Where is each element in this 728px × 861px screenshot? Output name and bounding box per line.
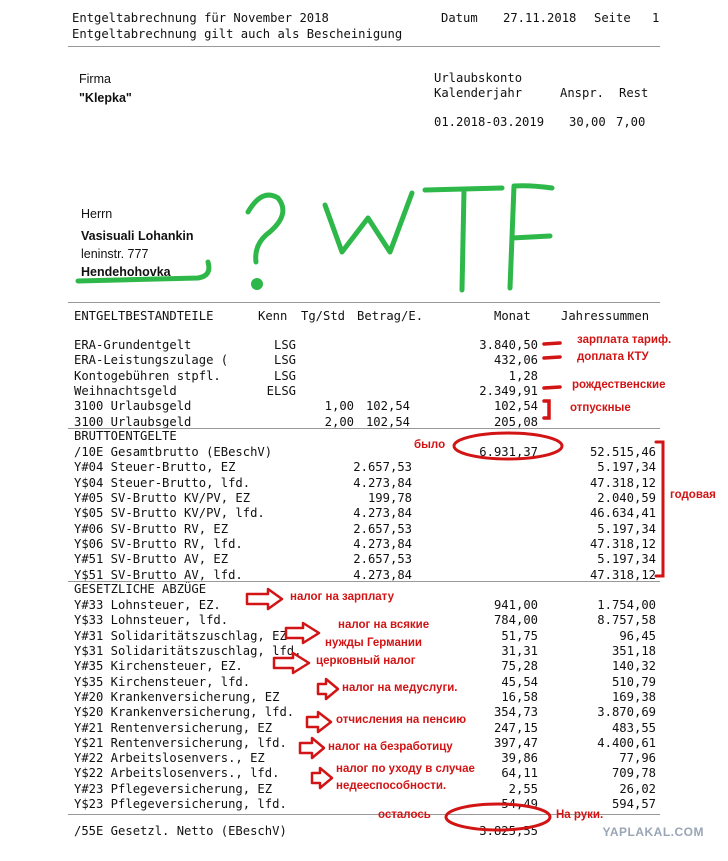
deduction-label: Y$35 Kirchensteuer, lfd.	[74, 674, 251, 689]
dash-ktu	[544, 357, 560, 358]
col-jahressummen: Jahressummen	[561, 309, 650, 323]
brutto-amount: 4.273,84	[353, 506, 412, 521]
brutto-year: 46.634,41	[589, 506, 656, 521]
deduction-year: 8.757,58	[597, 613, 656, 628]
deduction-label: Y$23 Pflegeversicherung, lfd.	[74, 797, 287, 811]
brutto-label: Y#51 SV-Brutto AV, EZ	[74, 552, 229, 567]
col-kenn: Kenn	[258, 309, 288, 323]
item-month: 102,54	[493, 399, 538, 414]
brutto-label: Y$06 SV-Brutto RV, lfd.	[74, 536, 243, 551]
date-label: Datum	[441, 11, 478, 25]
deduction-year: 26,02	[619, 781, 656, 796]
arrow-germany-icon	[286, 623, 319, 643]
note-church: церковный налог	[316, 655, 416, 667]
brutto-amount: 4.273,84	[353, 567, 412, 582]
brutto-year: 47.318,12	[589, 567, 656, 582]
page-label: Seite	[594, 11, 631, 25]
item-kenn: LSG	[273, 353, 296, 368]
deduction-label: Y#20 Krankenversicherung, EZ	[74, 689, 280, 704]
note-tax-salary: налог на зарплату	[290, 591, 394, 603]
deduction-month: 397,47	[493, 735, 538, 750]
netto-label: /55E Gesetzl. Netto (EBeschV)	[74, 824, 287, 839]
arrow-unemployment-icon	[300, 738, 324, 758]
brutto-label: /10E Gesamtbrutto (EBeschV)	[74, 445, 273, 460]
bracket-yearly	[656, 442, 663, 576]
note-care-1: налог по уходу в случае	[336, 763, 475, 775]
statement-title: Entgeltabrechnung für November 2018	[72, 11, 329, 25]
section-deductions-heading: GESETZLICHE ABZÜGE	[74, 581, 207, 596]
deduction-year: 483,55	[611, 720, 656, 735]
deduction-month: 784,00	[493, 613, 538, 628]
deduction-year: 594,57	[611, 797, 656, 811]
note-unemployment: налог на безработицу	[328, 741, 453, 753]
note-pension: отчисления на пенсию	[336, 714, 467, 726]
note-germany-1: налог на всякие	[338, 619, 430, 631]
address-street: leninstr. 777	[81, 247, 149, 261]
deduction-label: Y#22 Arbeitslosenvers., EZ	[74, 751, 265, 766]
deduction-month: 64,11	[501, 766, 538, 781]
address-name: Vasisuali Lohankin	[81, 229, 194, 243]
deduction-label: Y#33 Lohnsteuer, EZ.	[74, 598, 221, 613]
address-city: Hendehohovka	[81, 265, 171, 279]
brutto-amount: 2.657,53	[353, 460, 412, 475]
note-tarif: зарплата тариф.	[577, 334, 672, 346]
note-christmas: рождественские	[572, 379, 666, 391]
deduction-year: 77,96	[619, 751, 656, 766]
deduction-month: 45,54	[501, 674, 538, 689]
address-salutation: Herrn	[81, 207, 113, 221]
statement-subtitle: Entgeltabrechnung gilt auch als Bescheinigung	[72, 27, 403, 41]
item-label: ERA-Leistungszulage (	[74, 353, 229, 368]
brutto-year: 52.515,46	[589, 445, 656, 460]
vacation-period: 01.2018-03.2019	[434, 115, 545, 129]
deduction-year: 510,79	[611, 674, 656, 689]
item-label: 3100 Urlaubsgeld	[74, 414, 192, 429]
deduction-year: 3.870,69	[597, 705, 656, 720]
vacation-rest-value: 7,00	[616, 115, 646, 129]
vacation-account-title: Urlaubskonto	[434, 71, 523, 85]
item-month: 3.840,50	[479, 338, 538, 352]
deduction-label: Y#35 Kirchensteuer, EZ.	[74, 659, 243, 674]
brutto-amount: 4.273,84	[353, 475, 412, 490]
vacation-claim-label: Anspr.	[560, 86, 605, 100]
vacation-claim-value: 30,00	[569, 115, 606, 129]
deduction-month: 39,86	[501, 751, 538, 766]
deduction-month: 354,73	[493, 705, 538, 720]
deduction-year: 1.754,00	[597, 598, 656, 613]
note-in-hand: На руки.	[556, 809, 604, 821]
watermark: YAPLAKAL.COM	[602, 825, 704, 839]
item-label: 3100 Urlaubsgeld	[74, 399, 192, 414]
vacation-rest-label: Rest	[619, 86, 649, 100]
item-hours: 1,00	[324, 399, 354, 414]
item-month: 1,28	[508, 368, 538, 383]
brutto-amount: 4.273,84	[353, 536, 412, 551]
deduction-year: 96,45	[619, 628, 656, 643]
item-label: Weihnachtsgeld	[74, 383, 177, 398]
item-label: Kontogebühren stpfl.	[74, 368, 221, 383]
item-kenn: LSG	[273, 368, 296, 383]
netto-amount: 3.825,55	[479, 824, 538, 839]
deduction-label: Y$20 Krankenversicherung, lfd.	[74, 705, 295, 720]
brutto-amount: 199,78	[367, 491, 412, 505]
note-germany-2: нужды Германии	[325, 637, 422, 649]
item-rate: 102,54	[365, 414, 410, 429]
brutto-label: Y#05 SV-Brutto KV/PV, EZ	[74, 491, 251, 505]
deduction-year: 709,78	[611, 766, 656, 781]
item-month: 432,06	[493, 353, 538, 368]
circle-gross	[454, 433, 562, 459]
deduction-label: Y#31 Solidaritätszuschlag, EZ	[74, 628, 287, 643]
brutto-year: 5.197,34	[597, 521, 656, 536]
col-tgstd: Tg/Std	[301, 309, 346, 323]
deduction-label: Y#21 Rentenversicherung, EZ	[74, 720, 273, 735]
deduction-month: 941,00	[493, 598, 538, 613]
deduction-label: Y$33 Lohnsteuer, lfd.	[74, 613, 229, 628]
firma-label: Firma	[79, 72, 111, 86]
deduction-month: 75,28	[501, 659, 538, 674]
arrow-care-icon	[312, 768, 332, 788]
page-number: 1	[652, 11, 660, 25]
bracket-vacation	[544, 401, 549, 418]
col-bestandteile: ENTGELTBESTANDTEILE	[74, 309, 214, 323]
firma-name: "Klepka"	[79, 91, 132, 105]
deduction-month: 247,15	[493, 720, 538, 735]
arrow-medical-icon	[318, 679, 338, 699]
col-betrag: Betrag/E.	[357, 309, 424, 323]
note-vacation: отпускные	[570, 402, 631, 414]
item-label: ERA-Grundentgelt	[74, 338, 192, 352]
deduction-month: 31,31	[501, 644, 538, 658]
deduction-label: Y#23 Pflegeversicherung, EZ	[74, 781, 273, 796]
deduction-label: Y$22 Arbeitslosenvers., lfd.	[74, 766, 280, 781]
brutto-label: Y#04 Steuer-Brutto, EZ	[74, 460, 236, 475]
vacation-calendar-year-label: Kalenderjahr	[434, 86, 523, 100]
deduction-month: 54,49	[501, 797, 538, 811]
brutto-year: 5.197,34	[597, 460, 656, 475]
brutto-year: 47.318,12	[589, 536, 656, 551]
note-was: было	[414, 439, 446, 451]
date-value: 27.11.2018	[503, 11, 577, 25]
arrow-pension-icon	[307, 712, 331, 732]
note-care-2: недееспособности.	[336, 780, 447, 792]
section-brutto-heading: BRUTTOENTGELTE	[74, 428, 177, 443]
note-yearly: годовая	[670, 489, 716, 501]
deduction-month: 16,58	[501, 689, 538, 704]
deduction-year: 4.400,61	[597, 735, 656, 750]
dash-christmas	[544, 387, 560, 388]
circle-net	[446, 804, 550, 830]
dash-tarif	[544, 343, 560, 344]
item-month: 2.349,91	[479, 383, 538, 398]
deduction-month: 2,55	[508, 781, 538, 796]
brutto-amount: 2.657,53	[353, 552, 412, 567]
deduction-year: 351,18	[611, 644, 656, 658]
brutto-month: 6.931,37	[479, 445, 538, 460]
note-medical: налог на медуслуги.	[342, 682, 458, 694]
col-monat: Monat	[494, 309, 531, 323]
item-kenn: ELSG	[266, 383, 296, 398]
brutto-label: Y$05 SV-Brutto KV/PV, lfd.	[74, 506, 265, 521]
arrow-church-icon	[274, 653, 309, 673]
item-rate: 102,54	[365, 399, 410, 414]
brutto-label: Y$51 SV-Brutto AV, lfd.	[74, 567, 243, 582]
note-ktu: доплата КТУ	[577, 351, 649, 363]
deduction-year: 169,38	[611, 689, 656, 704]
brutto-label: Y#06 SV-Brutto RV, EZ	[74, 521, 229, 536]
deduction-month: 51,75	[501, 628, 538, 643]
deduction-label: Y$31 Solidaritätszuschlag, lfd.	[74, 644, 302, 658]
item-hours: 2,00	[324, 414, 354, 429]
item-kenn: LSG	[273, 338, 296, 352]
brutto-label: Y$04 Steuer-Brutto, lfd.	[74, 475, 251, 490]
deduction-year: 140,32	[611, 659, 656, 674]
brutto-year: 47.318,12	[589, 475, 656, 490]
deduction-label: Y$21 Rentenversicherung, lfd.	[74, 735, 287, 750]
note-left: осталось	[378, 809, 431, 821]
brutto-year: 2.040,59	[597, 491, 656, 505]
brutto-year: 5.197,34	[597, 552, 656, 567]
item-month: 205,08	[493, 414, 538, 429]
brutto-amount: 2.657,53	[353, 521, 412, 536]
arrow-tax-salary-icon	[247, 589, 282, 609]
